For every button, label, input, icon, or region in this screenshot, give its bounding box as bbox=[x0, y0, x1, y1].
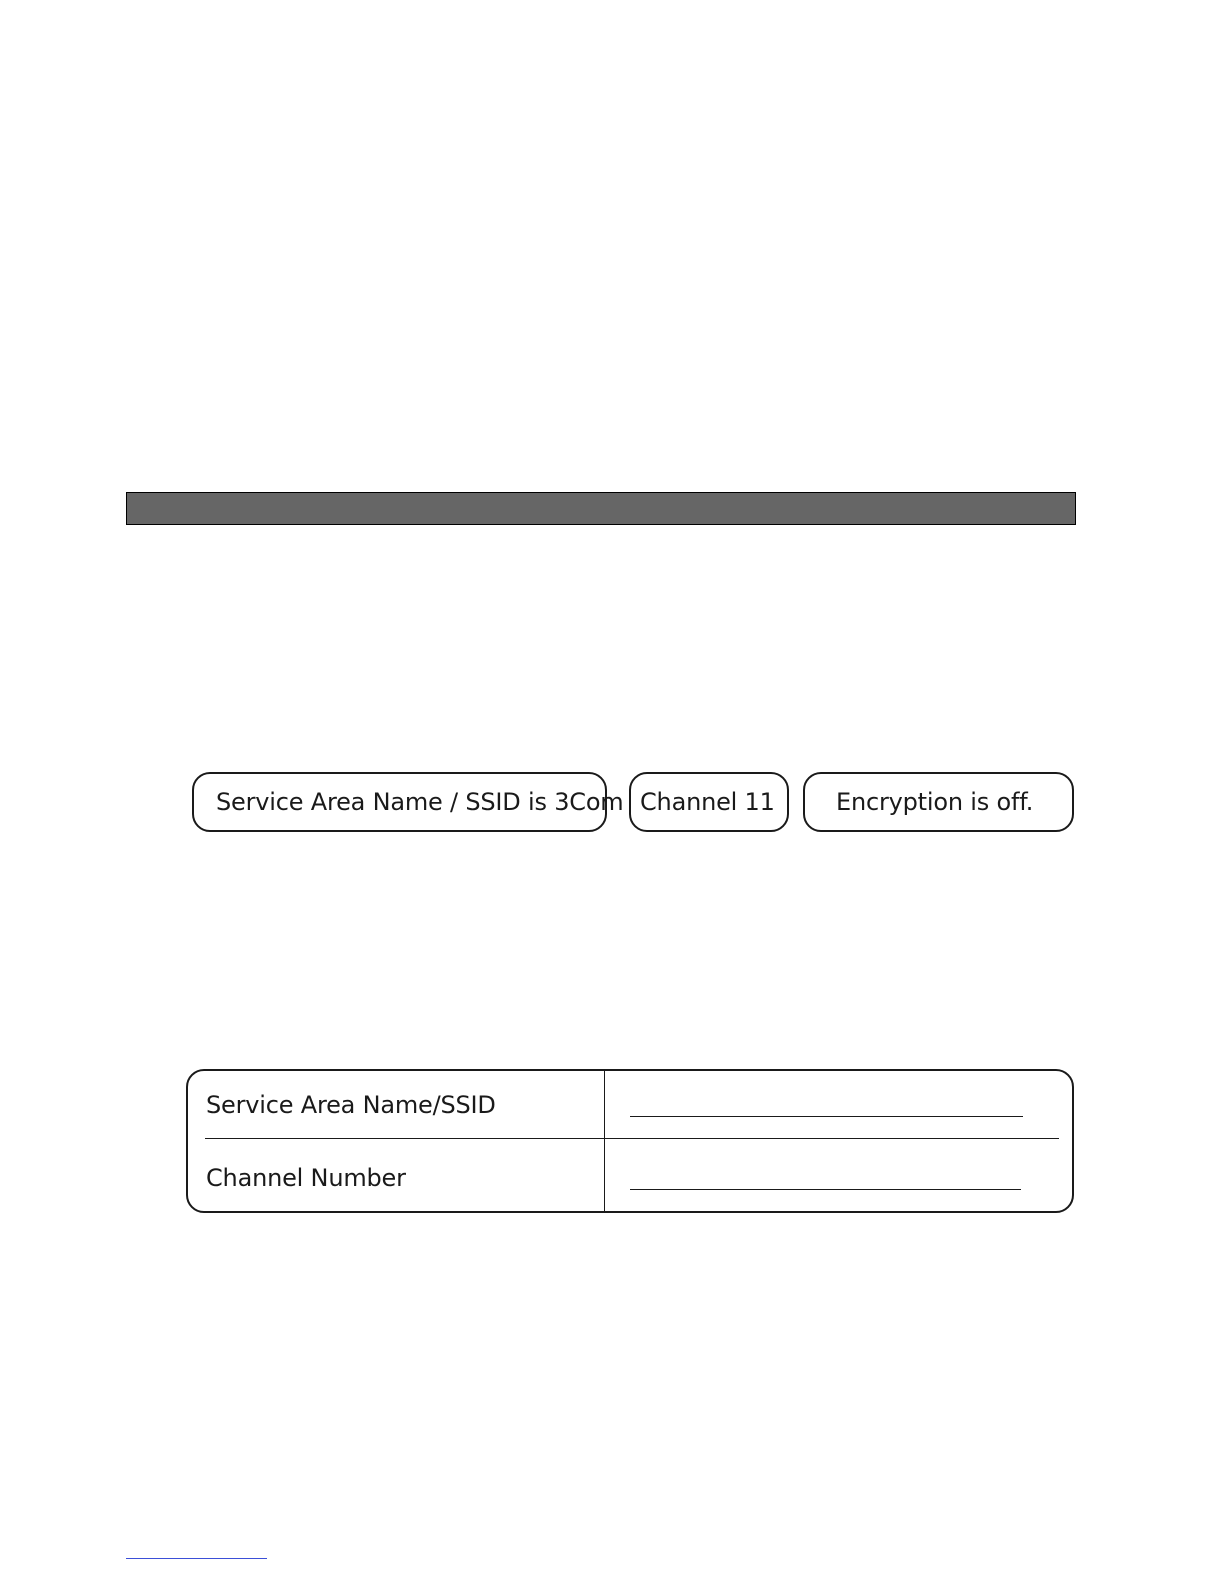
channel-label-text: Channel 11 bbox=[640, 788, 775, 816]
footnote-rule bbox=[126, 1558, 267, 1559]
channel-label-box bbox=[629, 772, 789, 832]
row-divider bbox=[205, 1138, 1059, 1139]
ssid-write-in-line bbox=[630, 1116, 1023, 1117]
encryption-label-text: Encryption is off. bbox=[836, 788, 1034, 816]
channel-row-label: Channel Number bbox=[206, 1164, 406, 1192]
ssid-row-label: Service Area Name/SSID bbox=[206, 1091, 496, 1119]
ssid-label-box bbox=[192, 772, 624, 832]
settings-record-table bbox=[186, 1069, 1074, 1213]
encryption-label-box bbox=[803, 772, 1074, 832]
ssid-label-text: Service Area Name / SSID is 3Com bbox=[216, 788, 624, 816]
channel-write-in-line bbox=[630, 1189, 1021, 1190]
section-header-bar bbox=[126, 492, 1076, 525]
column-divider bbox=[604, 1071, 605, 1211]
